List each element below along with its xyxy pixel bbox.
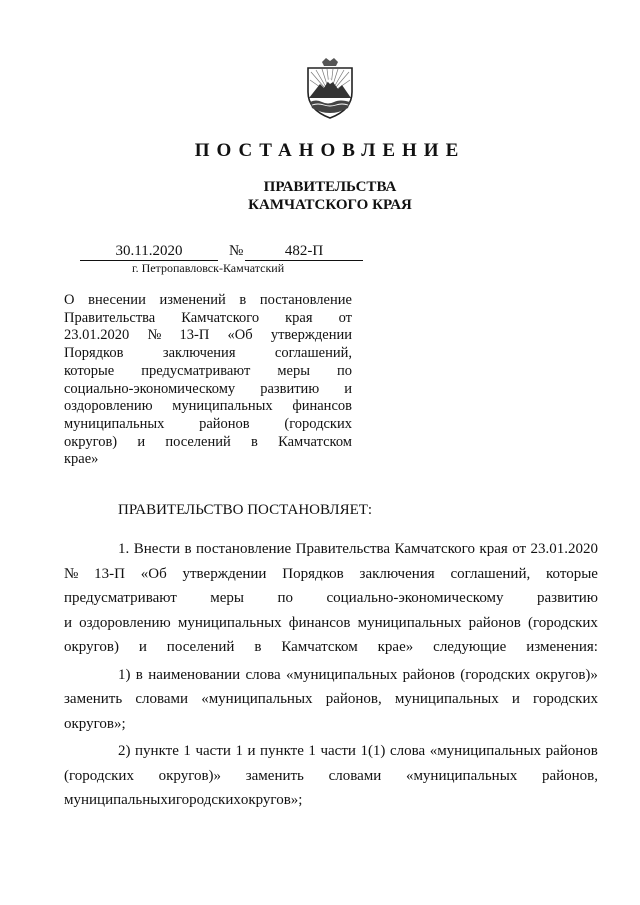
word: заменить — [64, 691, 123, 707]
word: районов — [199, 415, 250, 432]
word: 1 — [308, 743, 316, 759]
word: словами — [328, 767, 382, 784]
word: заключения — [162, 345, 236, 362]
word: которые — [546, 565, 598, 582]
word: городских — [533, 691, 598, 707]
word: от — [338, 309, 352, 326]
text-line — [64, 292, 352, 310]
word: № — [147, 327, 162, 344]
word: округов)» — [158, 767, 222, 784]
kamchatka-coat-of-arms-emblem — [302, 58, 358, 120]
word: «Об — [227, 327, 253, 344]
word: наименовании — [148, 666, 241, 683]
word: (городских — [284, 415, 352, 432]
word: поселений — [165, 433, 231, 450]
word: районов, — [325, 691, 382, 707]
word: Внести — [133, 541, 180, 557]
text-line — [64, 327, 352, 345]
document-number: 482-П — [245, 243, 363, 261]
text-line — [64, 764, 598, 789]
word: «муниципальных — [405, 767, 518, 784]
word: районов — [402, 666, 455, 683]
text-line — [64, 345, 352, 363]
word: «муниципальных — [201, 691, 313, 707]
word: и — [247, 743, 256, 759]
word: Камчатского — [181, 309, 260, 326]
word: № — [64, 565, 79, 582]
word: муниципальных — [64, 792, 168, 808]
word: которые — [64, 362, 115, 379]
word: муниципальных — [394, 691, 499, 707]
word: края — [285, 309, 313, 326]
word: социально-экономическому — [326, 590, 504, 606]
word: следующие — [433, 639, 507, 655]
word: крае» — [377, 639, 414, 655]
word: поселений — [166, 639, 235, 655]
word: муниципальных — [357, 614, 462, 631]
word: постановление — [259, 292, 352, 308]
word: оздоровлению — [79, 614, 171, 631]
word: в — [254, 639, 262, 655]
word: Порядков — [64, 345, 124, 362]
word: заключения — [359, 565, 435, 582]
word: Порядков — [282, 565, 344, 582]
word: О — [64, 292, 75, 308]
word: 1) — [118, 666, 131, 683]
word: оздоровлению — [64, 398, 153, 415]
document-body — [64, 537, 598, 813]
word: края — [479, 541, 508, 557]
word: и — [64, 614, 73, 631]
text-line — [64, 398, 352, 416]
word: районов — [545, 743, 598, 759]
document-date: 30.11.2020 — [80, 243, 218, 261]
word: в — [184, 541, 192, 557]
word: 1 — [183, 743, 191, 759]
word: (городских — [64, 767, 134, 784]
issuer-block — [0, 178, 640, 214]
word: и — [137, 433, 146, 450]
word: Камчатском — [278, 433, 352, 450]
text-line — [64, 635, 598, 660]
word: 1. — [118, 541, 130, 557]
issuer-line: КАМЧАТСКОГО КРАЯ — [248, 197, 412, 213]
word: изменения: — [526, 639, 598, 655]
word: социально-экономическому — [64, 380, 236, 397]
word: и — [138, 639, 147, 655]
text-line — [64, 363, 352, 381]
text-line — [64, 788, 598, 813]
word: слова — [389, 743, 426, 759]
word: соглашений, — [274, 345, 352, 362]
word: 2) — [118, 743, 131, 759]
word: муниципальных — [172, 398, 273, 415]
word: муниципальных — [64, 415, 165, 432]
word: Правительства — [64, 309, 156, 326]
text-line — [64, 712, 598, 737]
word: районов — [468, 614, 521, 631]
word: в — [135, 666, 143, 683]
text-line — [64, 739, 598, 764]
word: от — [512, 541, 527, 557]
document-kind-title: ПОСТАНОВЛЕНИЕ — [194, 140, 466, 161]
resolves-heading: ПРАВИТЕЛЬСТВО ПОСТАНОВЛЯЕТ: — [118, 502, 373, 518]
word: «Об — [140, 565, 167, 582]
word: округов»; — [64, 715, 126, 732]
word: утверждении — [182, 565, 267, 582]
word: внесении — [88, 292, 146, 308]
place-of-issue: г. Петропавловск-Камчатский — [132, 261, 285, 275]
word: слова — [245, 666, 281, 683]
word: развитию — [537, 590, 598, 606]
word: предусматривают — [141, 362, 251, 379]
word: постановление — [195, 541, 292, 557]
word: изменений — [159, 292, 226, 308]
word: в — [239, 292, 247, 308]
word: (городских — [527, 614, 598, 631]
word: округов»; — [240, 792, 303, 808]
word: 23.01.2020 — [64, 327, 130, 344]
word: в — [251, 433, 258, 450]
word: и — [167, 792, 176, 808]
text-line — [64, 451, 352, 469]
word: финансов — [292, 398, 352, 415]
word: соглашений, — [450, 565, 531, 582]
word: предусматривают — [64, 590, 177, 606]
word: Камчатском — [281, 639, 358, 655]
word: пункте — [135, 743, 179, 759]
text-line — [64, 663, 598, 688]
word: округов)» — [535, 666, 598, 683]
word: округов) — [64, 639, 119, 655]
issuer-line: ПРАВИТЕЛЬСТВА — [263, 179, 397, 195]
word: части — [195, 743, 231, 759]
word: развитию — [260, 380, 320, 397]
word: и — [511, 691, 520, 707]
word: финансов — [288, 614, 351, 631]
word: Правительства — [295, 541, 391, 557]
word: округов) — [64, 433, 118, 450]
word: заменить — [245, 767, 304, 784]
text-line — [64, 611, 598, 636]
text-line — [64, 562, 598, 587]
word: крае» — [64, 451, 99, 468]
text-line — [64, 537, 598, 562]
document-subject — [64, 292, 352, 469]
word: 23.01.2020 — [530, 541, 598, 557]
word: меры — [210, 590, 245, 606]
word: муниципальных — [177, 614, 282, 631]
word: 1(1) — [360, 743, 386, 759]
word: меры — [277, 362, 310, 379]
word: Камчатского — [394, 541, 475, 557]
word: по — [336, 362, 352, 379]
word: «муниципальных — [429, 743, 542, 759]
word: «муниципальных — [285, 666, 398, 683]
text-line — [64, 586, 598, 611]
word: и — [344, 380, 352, 397]
text-line — [64, 687, 598, 712]
word: районов, — [541, 767, 598, 784]
word: словами — [135, 691, 189, 707]
word: (городских — [460, 666, 531, 683]
word: 1 — [235, 743, 243, 759]
word: городских — [175, 792, 241, 808]
text-line — [64, 310, 352, 328]
text-line — [64, 416, 352, 434]
word: части — [320, 743, 356, 759]
word: 13-П — [179, 327, 210, 344]
word: 13-П — [94, 565, 125, 582]
word: по — [277, 590, 294, 606]
text-line — [64, 434, 352, 452]
word: утверждении — [270, 327, 352, 344]
number-sign: № — [229, 243, 244, 259]
word: пункте — [260, 743, 304, 759]
text-line — [64, 381, 352, 399]
